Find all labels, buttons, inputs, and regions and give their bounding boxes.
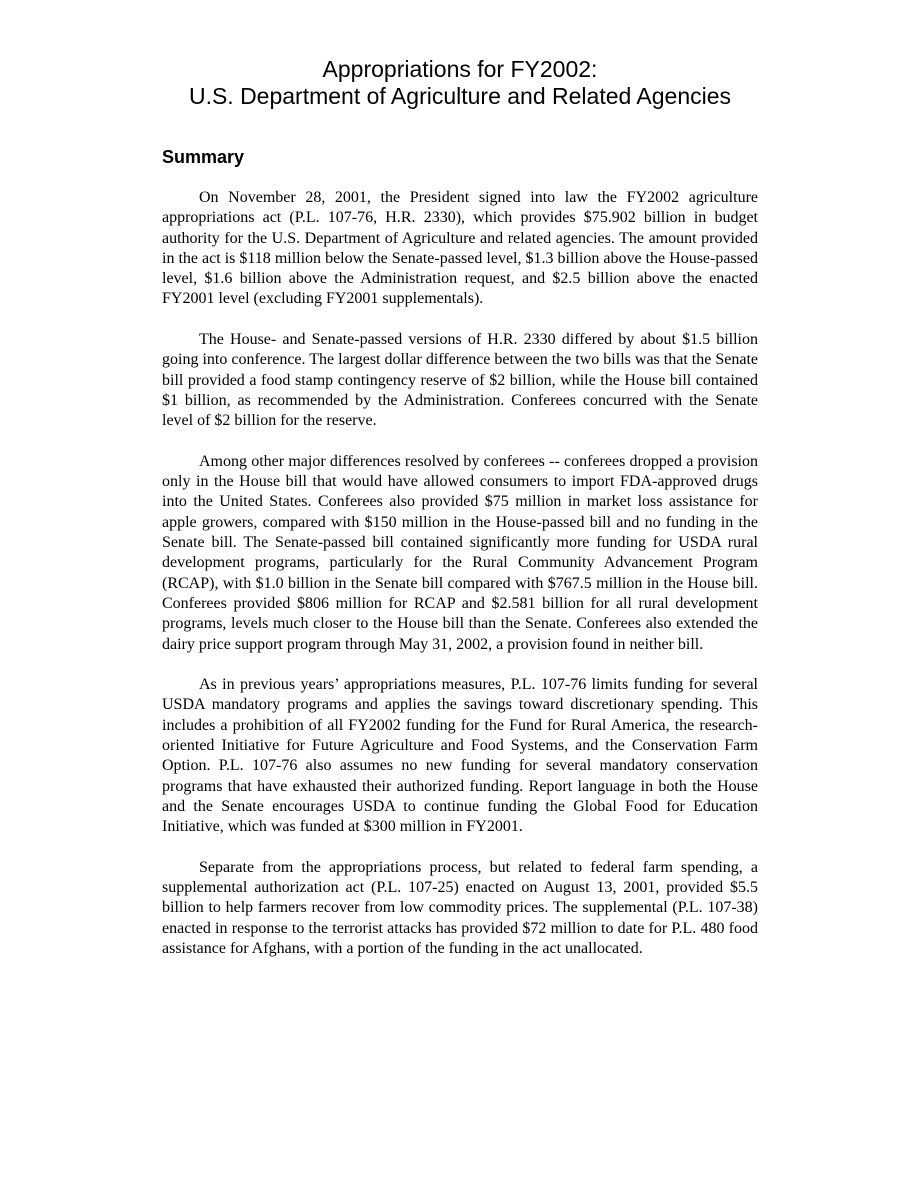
- paragraph: Separate from the appropriations process, but related to federal farm spending, a supplemental authorization act (P.L. 107-25) enacted on August 13, 2001, provided $5.5 billion to help farmers recover from low commodity prices. The supplemental (P.L. 107-38) enacted in response to the terrorist attacks has provided $72 million to date for P.L. 480 food assistance for Afghans, with a portion of the funding in the act unallocated.: [162, 858, 758, 957]
- summary-body: [162, 188, 758, 980]
- paragraph: The House- and Senate-passed versions of H.R. 2330 differed by about $1.5 billion going into conference. The largest dollar difference between the two bills was that the Senate bill provided a food stamp contingency reserve of $2 billion, while the House bill contained $1 billion, as recommended by the Administration. Conferees concurred with the Senate level of $2 billion for the reserve.: [162, 331, 758, 430]
- paragraph: On November 28, 2001, the President signed into law the FY2002 agriculture appropriations act (P.L. 107-76, H.R. 2330), which provides $75.902 billion in budget authority for the U.S. Department of Agriculture and related agencies. The amount provided in the act is $118 million below the Senate-passed level, $1.3 billion above the House-passed level, $1.6 billion above the Administration request, and $2.5 billion above the enacted FY2001 level (excluding FY2001 supplementals).: [162, 189, 758, 308]
- title-line-1: Appropriations for FY2002:: [322, 56, 598, 82]
- document-title: [0, 56, 920, 110]
- title-line-2: U.S. Department of Agriculture and Related Agencies: [188, 83, 732, 109]
- section-heading-summary: Summary: [162, 147, 245, 167]
- paragraph: Among other major differences resolved by conferees -- conferees dropped a provision only in the House bill that would have allowed consumers to import FDA-approved drugs into the United States. Conferees also provided $75 million in market loss assistance for apple growers, compared with $150 million in the House-passed bill and no funding in the Senate bill. The Senate-passed bill contained significantly more funding for USDA rural development programs, particularly for the Rural Community Advancement Program (RCAP), with $1.0 billion in the Senate bill compared with $767.5 million in the House bill. Conferees provided $806 million for RCAP and $2.581 billion for all rural development programs, levels much closer to the House bill than the Senate. Conferees also extended the dairy price support program through May 31, 2002, a provision found in neither bill.: [162, 452, 758, 653]
- paragraph: As in previous years’ appropriations measures, P.L. 107-76 limits funding for several USDA mandatory programs and applies the savings toward discretionary spending. This includes a prohibition of all FY2002 funding for the Fund for Rural America, the research-oriented Initiative for Future Agriculture and Food Systems, and the Conservation Farm Option. P.L. 107-76 also assumes no new funding for several mandatory conservation programs that have exhausted their authorized funding. Report language in both the House and the Senate encourages USDA to continue funding the Global Food for Education Initiative, which was funded at $300 million in FY2001.: [162, 676, 758, 836]
